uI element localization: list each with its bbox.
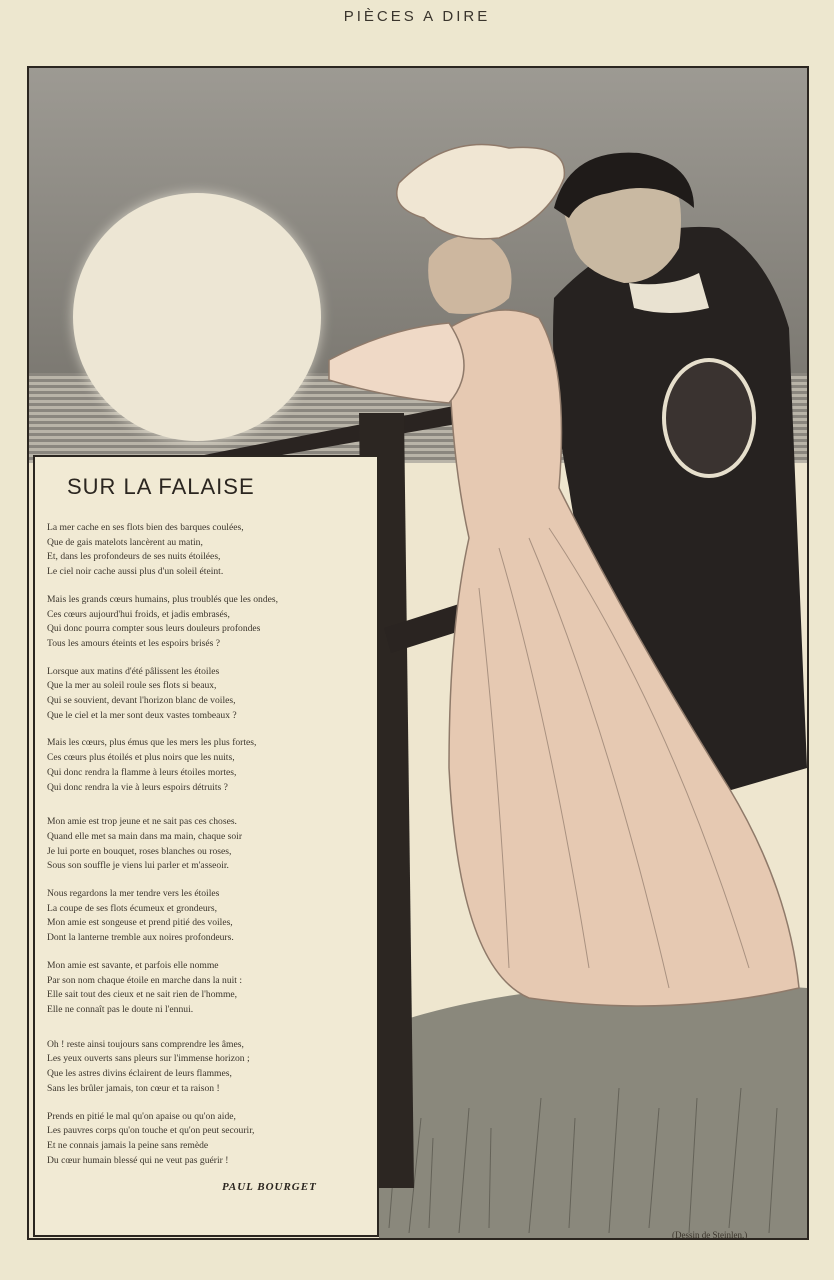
poem-line: Ces cœurs plus étoilés et plus noirs que les nuits, [47,752,235,764]
hat-in-hand [664,360,754,476]
poem-line: Que la mer au soleil roule ses flots si beaux, [47,680,217,692]
poem-line: Prends en pitié le mal qu'on apaise ou qu'on aide, [47,1110,236,1122]
poem-line: Les yeux ouverts sans pleurs sur l'immense horizon ; [47,1053,250,1065]
poem-line: La mer cache en ses flots bien des barques coulées, [47,522,244,533]
poem-line: Qui donc rendra la vie à leurs espoirs détruits ? [47,781,228,793]
poem-line: Mon amie est savante, et parfois elle nomme [47,959,219,971]
stanza [47,593,367,652]
page-header: PIÈCES A DIRE [343,8,491,25]
poem-line: Par son nom chaque étoile en marche dans la nuit : [47,974,243,986]
poem-line: Mais les grands cœurs humains, plus troublés que les ondes, [47,593,279,605]
poem-line: Dont la lanterne tremble aux noires profondeurs. [47,932,234,944]
poem-line: Que de gais matelots lancèrent au matin, [47,536,203,548]
stanza [47,736,367,795]
poem-line: Sans les brûler jamais, ton cœur et ta raison ! [47,1082,220,1094]
poem-line: Elle sait tout des cieux et ne sait rien de l'homme, [47,989,238,1001]
illustration-credit: (Dessin de Steinlen.) [672,1230,748,1240]
stanza [47,815,367,874]
stanza [47,887,367,946]
poem-line: Qui donc rendra la flamme à leurs étoiles mortes, [47,766,237,778]
stanza [47,1110,367,1169]
poem-body [47,521,367,1181]
woman-head [428,236,511,315]
poem-line: La coupe de ses flots écumeux et grondeurs, [47,902,217,914]
stanza [47,521,367,580]
poem-line: Mon amie est songeuse et prend pitié des voiles, [47,917,233,929]
poem-line: Qui donc pourra compter sous leurs douleurs profondes [47,623,261,635]
poem-title: SUR LA FALAISE [67,474,255,499]
poem-line: Quand elle met sa main dans ma main, chaque soir [47,830,243,842]
poem-line: Le ciel noir cache aussi plus d'un soleil éteint. [47,566,224,578]
poem-line: Ces cœurs aujourd'hui froids, et jadis embrasés, [47,608,230,620]
poem-line: Que le ciel et la mer sont deux vastes tombeaux ? [47,709,237,721]
poem-line: Oh ! reste ainsi toujours sans comprendre les âmes, [47,1038,244,1050]
poem-line: Elle ne connaît pas le doute ni l'ennui. [47,1003,194,1015]
poem-author: PAUL BOURGET [222,1181,317,1193]
woman-sleeve [329,323,464,403]
stanza [47,665,367,724]
poem-line: Je lui porte en bouquet, roses blanches ou roses, [47,845,232,857]
stanza [47,959,367,1018]
poem-line: Du cœur humain blessé qui ne veut pas guérir ! [47,1154,229,1166]
poem-line: Et, dans les profondeurs de ses nuits étoilées, [47,551,221,563]
poem-line: Mon amie est trop jeune et ne sait pas ces choses. [47,816,237,828]
poem-line: Nous regardons la mer tendre vers les étoiles [47,888,220,900]
grass-cliff [379,983,807,1238]
woman-hat [397,145,565,239]
stanza [47,1038,367,1097]
poem-line: Qui se souvient, devant l'horizon blanc de voiles, [47,695,236,707]
poem-line: Que les astres divins éclairent de leurs flammes, [47,1068,232,1080]
poem-line: Et ne connais jamais la peine sans remède [47,1139,209,1151]
poem-line: Sous son souffle je viens lui parler et m'asseoir. [47,860,229,872]
poem-line: Mais les cœurs, plus émus que les mers les plus fortes, [47,737,257,749]
poem-line: Lorsque aux matins d'été pâlissent les étoiles [47,665,220,677]
poem-line: Les pauvres corps qu'on touche et qu'on peut secourir, [47,1125,255,1137]
poem-line: Tous les amours éteints et les espoirs brisés ? [47,637,221,649]
